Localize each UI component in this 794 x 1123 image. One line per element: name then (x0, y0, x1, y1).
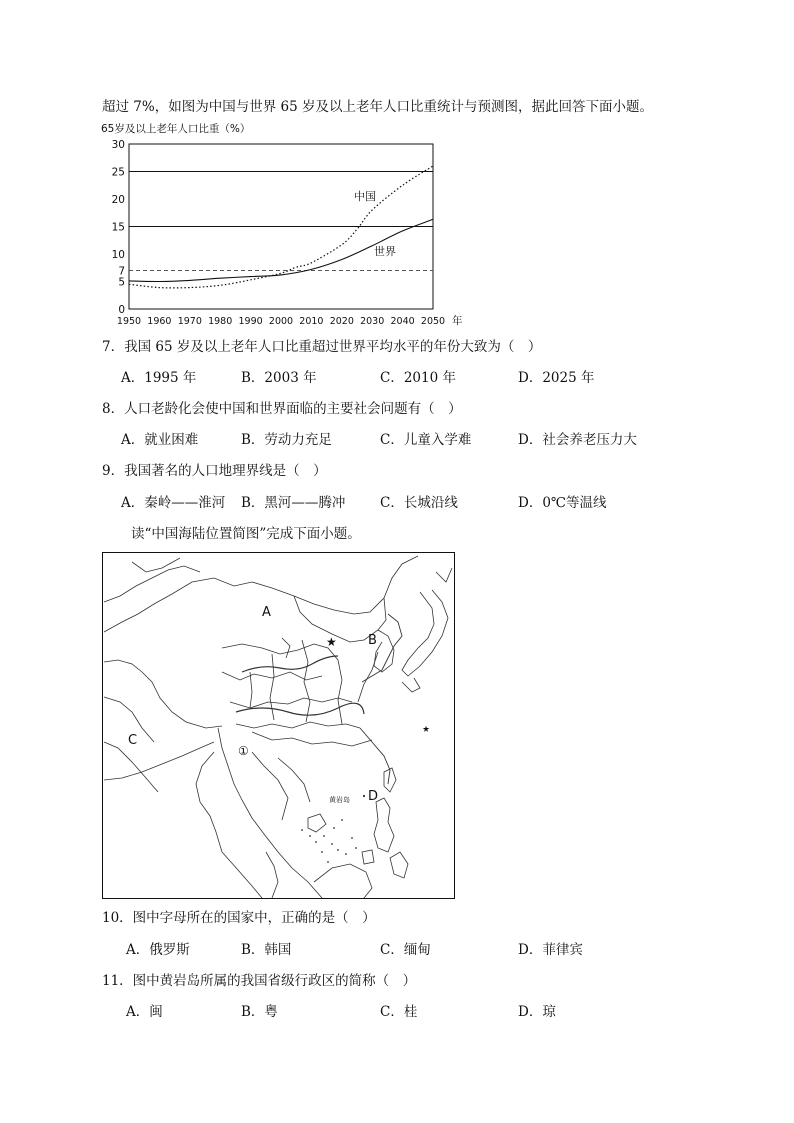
q11-option-b[interactable]: B．粤 (241, 1004, 278, 1020)
world-series-label: 世界 (374, 245, 396, 258)
q8-option-d[interactable]: D．社会养老压力大 (518, 432, 637, 448)
question-9-stem: 9．我国著名的人口地理界线是（ ） (102, 463, 327, 479)
q8-option-a[interactable]: A．就业困难 (121, 432, 199, 448)
q11-option-a[interactable]: A．闽 (126, 1004, 163, 1020)
map-label-d: D (368, 789, 379, 804)
x-tick-label: 2000 (268, 316, 294, 327)
q7-option-c[interactable]: C．2010 年 (380, 370, 456, 386)
y-tick-label: 25 (111, 166, 125, 179)
y-tick-label: 5 (118, 276, 125, 289)
x-tick-label: 1960 (147, 316, 172, 327)
q7-option-a[interactable]: A．1995 年 (121, 370, 197, 386)
q9-option-b[interactable]: B．黑河——腾冲 (241, 495, 346, 511)
x-axis-label: 年 (452, 315, 463, 327)
q8-option-b[interactable]: B．劳动力充足 (241, 432, 332, 448)
intro-text: 超过 7%，如图为中国与世界 65 岁及以上老年人口比重统计与预测图，据此回答下面小题。 (102, 99, 653, 115)
x-tick-label: 2040 (390, 316, 415, 327)
x-tick-label: 2010 (299, 316, 324, 327)
map-label-circle-1: ① (238, 744, 249, 758)
map-label-a: A (262, 605, 271, 620)
q10-option-a[interactable]: A．俄罗斯 (126, 942, 190, 958)
q8-option-c[interactable]: C．儿童入学难 (380, 432, 472, 448)
y-tick-label: 15 (111, 221, 125, 234)
china-series-label: 中国 (354, 190, 376, 203)
map-label-huangyan-island: 黄岩岛 (329, 796, 350, 804)
x-tick-label: 1980 (208, 316, 233, 327)
y-axis-label: 65岁及以上老年人口比重（%） (101, 123, 251, 135)
x-tick-label: 2030 (360, 316, 385, 327)
q11-option-c[interactable]: C．桂 (380, 1004, 418, 1020)
q10-option-c[interactable]: C．缅甸 (380, 942, 431, 958)
q9-option-a[interactable]: A．秦岭——淮河 (121, 495, 226, 511)
x-tick-label: 1970 (177, 316, 202, 327)
map-label-b: B (368, 633, 377, 648)
question-7-stem: 7．我国 65 岁及以上老年人口比重超过世界平均水平的年份大致为（ ） (102, 339, 542, 355)
y-tick-label: 10 (111, 249, 125, 261)
china-sea-land-map (102, 552, 455, 899)
q9-option-c[interactable]: C．长城沿线 (380, 495, 458, 511)
q10-option-b[interactable]: B．韩国 (241, 942, 292, 958)
y-tick-label: 30 (111, 139, 125, 151)
x-tick-label: 2020 (329, 316, 354, 327)
q7-option-d[interactable]: D．2025 年 (518, 370, 595, 386)
capital-star-icon: ★ (422, 725, 431, 735)
q10-option-d[interactable]: D．菲律宾 (518, 942, 583, 958)
q9-option-d[interactable]: D．0℃等温线 (518, 495, 607, 511)
x-tick-label: 1990 (238, 316, 263, 327)
question-11-stem: 11．图中黄岩岛所属的我国省级行政区的简称（ ） (102, 973, 417, 989)
map-label-c: C (128, 733, 138, 748)
y-tick-label: 0 (118, 304, 125, 316)
map-intro-text: 读“中国海陆位置简图”完成下面小题。 (131, 526, 361, 542)
q7-option-b[interactable]: B．2003 年 (241, 370, 317, 386)
x-tick-label: 1950 (116, 316, 142, 327)
y-tick-label: 7 (118, 265, 125, 278)
capital-star-icon-2: ★ (326, 635, 337, 649)
population-chart (95, 118, 475, 330)
q11-option-d[interactable]: D．琼 (518, 1004, 556, 1020)
question-10-stem: 10．图中字母所在的国家中，正确的是（ ） (102, 910, 376, 926)
question-8-stem: 8．人口老龄化会使中国和世界面临的主要社会问题有（ ） (102, 401, 462, 417)
x-tick-label: 2050 (420, 316, 446, 327)
y-tick-label: 20 (111, 194, 125, 206)
